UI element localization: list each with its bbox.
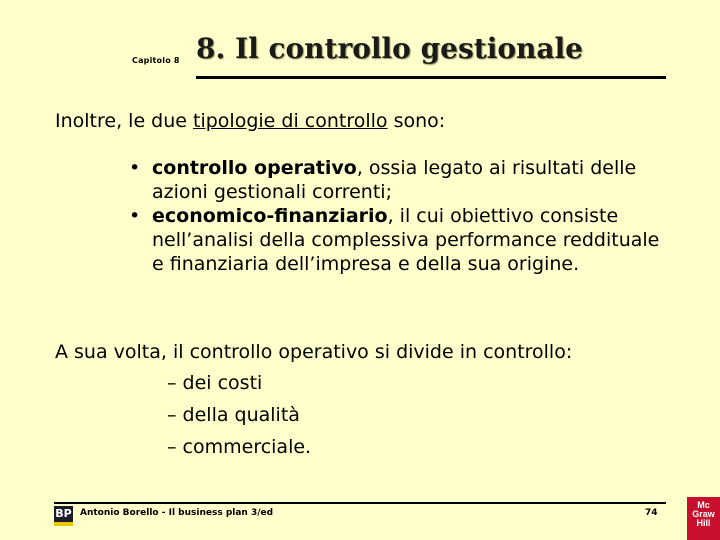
chapter-label: Capitolo 8 [132, 56, 180, 65]
bullet-term: controllo operativo [152, 157, 357, 179]
bp-logo [54, 506, 73, 526]
bullet-item-operativo [128, 156, 668, 204]
intro-after: sono: [387, 110, 446, 132]
mcgraw-hill-logo [687, 497, 720, 540]
sub-item-qualita: – della qualità [167, 404, 300, 426]
paragraph-2: A sua volta, il controllo operativo si divide in controllo: [55, 341, 573, 363]
logo-line-2: Graw [692, 509, 715, 519]
bp-logo-text: BP [55, 507, 72, 520]
footer-credit: Antonio Borello - Il business plan 3/ed [80, 508, 274, 518]
bullet-item-economico [128, 204, 668, 276]
sub-item-commerciale: – commerciale. [167, 436, 312, 458]
bullet-text: , il cui obiettivo consiste nell’analisi della complessiva performance reddituale e finanziaria dell’impresa e della sua origine. [152, 205, 660, 275]
intro-text [55, 110, 445, 132]
bullet-text: , ossia legato ai risultati delle azioni gestionali correnti; [152, 157, 637, 203]
bullet-term: economico-finanziario [152, 205, 388, 227]
logo-line-3: Hill [696, 518, 711, 528]
logo-line-1: Mc [697, 500, 710, 510]
sub-item-costi: – dei costi [167, 372, 263, 394]
footer-rule [54, 502, 666, 504]
title-rule [196, 76, 666, 79]
bullet-list [128, 156, 668, 276]
page-number: 74 [645, 508, 658, 518]
intro-underlined: tipologie di controllo [193, 110, 388, 132]
slide-title: 8. Il controllo gestionale [196, 32, 583, 65]
bp-logo-bar [54, 522, 73, 526]
intro-before: Inoltre, le due [55, 110, 194, 132]
